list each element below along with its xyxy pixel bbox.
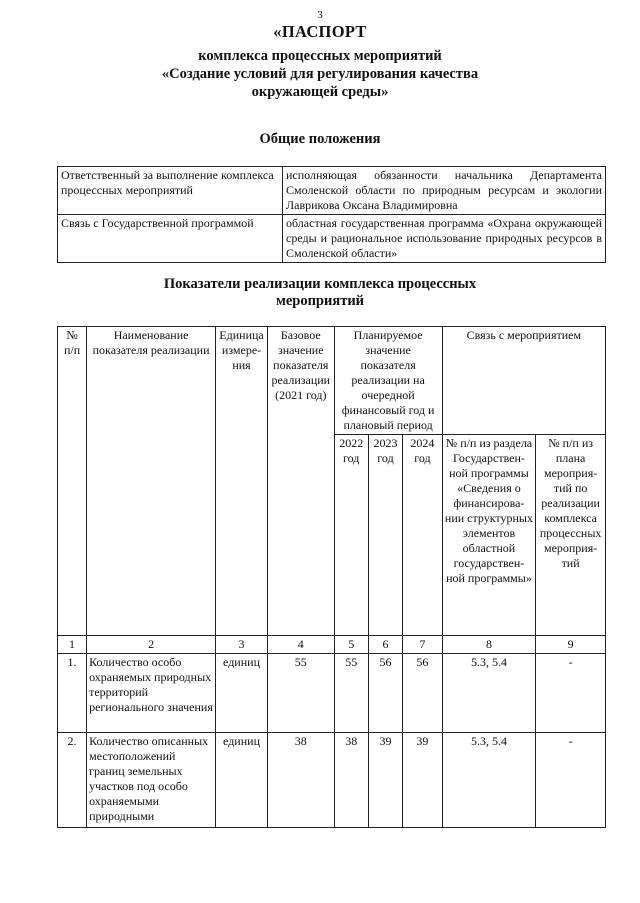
header-planned: Планируемое значение показателя реализации на очередной финансовый год и плановый период — [334, 327, 442, 435]
header-link-plan: № п/п из плана мероприя-тий по реализации комплекса процессных мероприя-тий — [536, 435, 606, 636]
indicators-heading-line-1: Показатели реализации комплекса процессных — [163, 276, 477, 292]
col-number: 2 — [87, 636, 216, 654]
col-number: 7 — [403, 636, 443, 654]
page-bottom-margin — [0, 830, 640, 903]
general-table — [57, 166, 606, 263]
col-number: 9 — [536, 636, 606, 654]
title-line-4: окружающей среды» — [251, 84, 389, 100]
table-row — [58, 654, 606, 733]
header-year-2022: 2022 год — [334, 435, 368, 636]
row-link-plan: - — [536, 733, 606, 828]
row-link-program: 5.3, 5.4 — [442, 654, 536, 733]
row-unit: единиц — [216, 654, 268, 733]
document-title — [0, 22, 640, 42]
page-number: 3 — [317, 9, 323, 21]
row-base: 55 — [268, 654, 335, 733]
row-2023: 39 — [368, 733, 402, 828]
general-label: Ответственный за выполнение комплекса процессных мероприятий — [58, 167, 283, 215]
row-name: Количество особо охраняемых природных территорий регионального значения — [87, 654, 216, 733]
row-2023: 56 — [368, 654, 402, 733]
general-row — [58, 167, 606, 215]
header-name: Наименование показателя реализации — [87, 327, 216, 636]
general-row — [58, 215, 606, 263]
header-base: Базовое значение показателя реализации (2021 год) — [268, 327, 335, 636]
general-value: исполняющая обязанности начальника Департамента Смоленской области по природным ресурсам и экологии Лаврикова Оксана Владимировна — [283, 167, 606, 215]
col-number: 5 — [334, 636, 368, 654]
title-line-3: «Создание условий для регулирования качества — [161, 66, 479, 82]
row-2024: 39 — [403, 733, 443, 828]
indicators-table — [57, 326, 606, 828]
general-label: Связь с Государственной программой — [58, 215, 283, 263]
col-number: 8 — [442, 636, 536, 654]
header-link-program: № п/п из раздела Государствен-ной программы «Сведения о финансирова-нии структурных элементов областной государствен-ной программы» — [442, 435, 536, 636]
col-number: 1 — [58, 636, 87, 654]
header-link: Связь с мероприятием — [442, 327, 605, 435]
column-number-row — [58, 636, 606, 654]
row-link-program: 5.3, 5.4 — [442, 733, 536, 828]
row-base: 38 — [268, 733, 335, 828]
section-heading-indicators — [0, 276, 640, 310]
row-2022: 38 — [334, 733, 368, 828]
row-2022: 55 — [334, 654, 368, 733]
title-line-1: «ПАСПОРТ — [273, 22, 367, 41]
row-2024: 56 — [403, 654, 443, 733]
general-value: областная государственная программа «Охрана окружающей среды и рациональное использование природных ресурсов в Смоленской области» — [283, 215, 606, 263]
col-number: 6 — [368, 636, 402, 654]
row-name: Количество описанных местоположений границ земельных участков под особо охраняемыми природными — [87, 733, 216, 828]
row-num: 1. — [58, 654, 87, 733]
col-number: 3 — [216, 636, 268, 654]
section-heading-general: Общие положения — [259, 131, 381, 147]
row-unit: единиц — [216, 733, 268, 828]
col-number: 4 — [268, 636, 335, 654]
table-row — [58, 733, 606, 828]
title-line-2: комплекса процессных мероприятий — [198, 48, 442, 64]
document-subtitle — [0, 47, 640, 101]
header-row — [58, 327, 606, 435]
indicators-heading-line-2: мероприятий — [275, 293, 365, 309]
header-year-2023: 2023 год — [368, 435, 402, 636]
row-link-plan: - — [536, 654, 606, 733]
header-unit: Единица измере-ния — [216, 327, 268, 636]
header-year-2024: 2024 год — [403, 435, 443, 636]
header-num: № п/п — [58, 327, 87, 636]
row-num: 2. — [58, 733, 87, 828]
